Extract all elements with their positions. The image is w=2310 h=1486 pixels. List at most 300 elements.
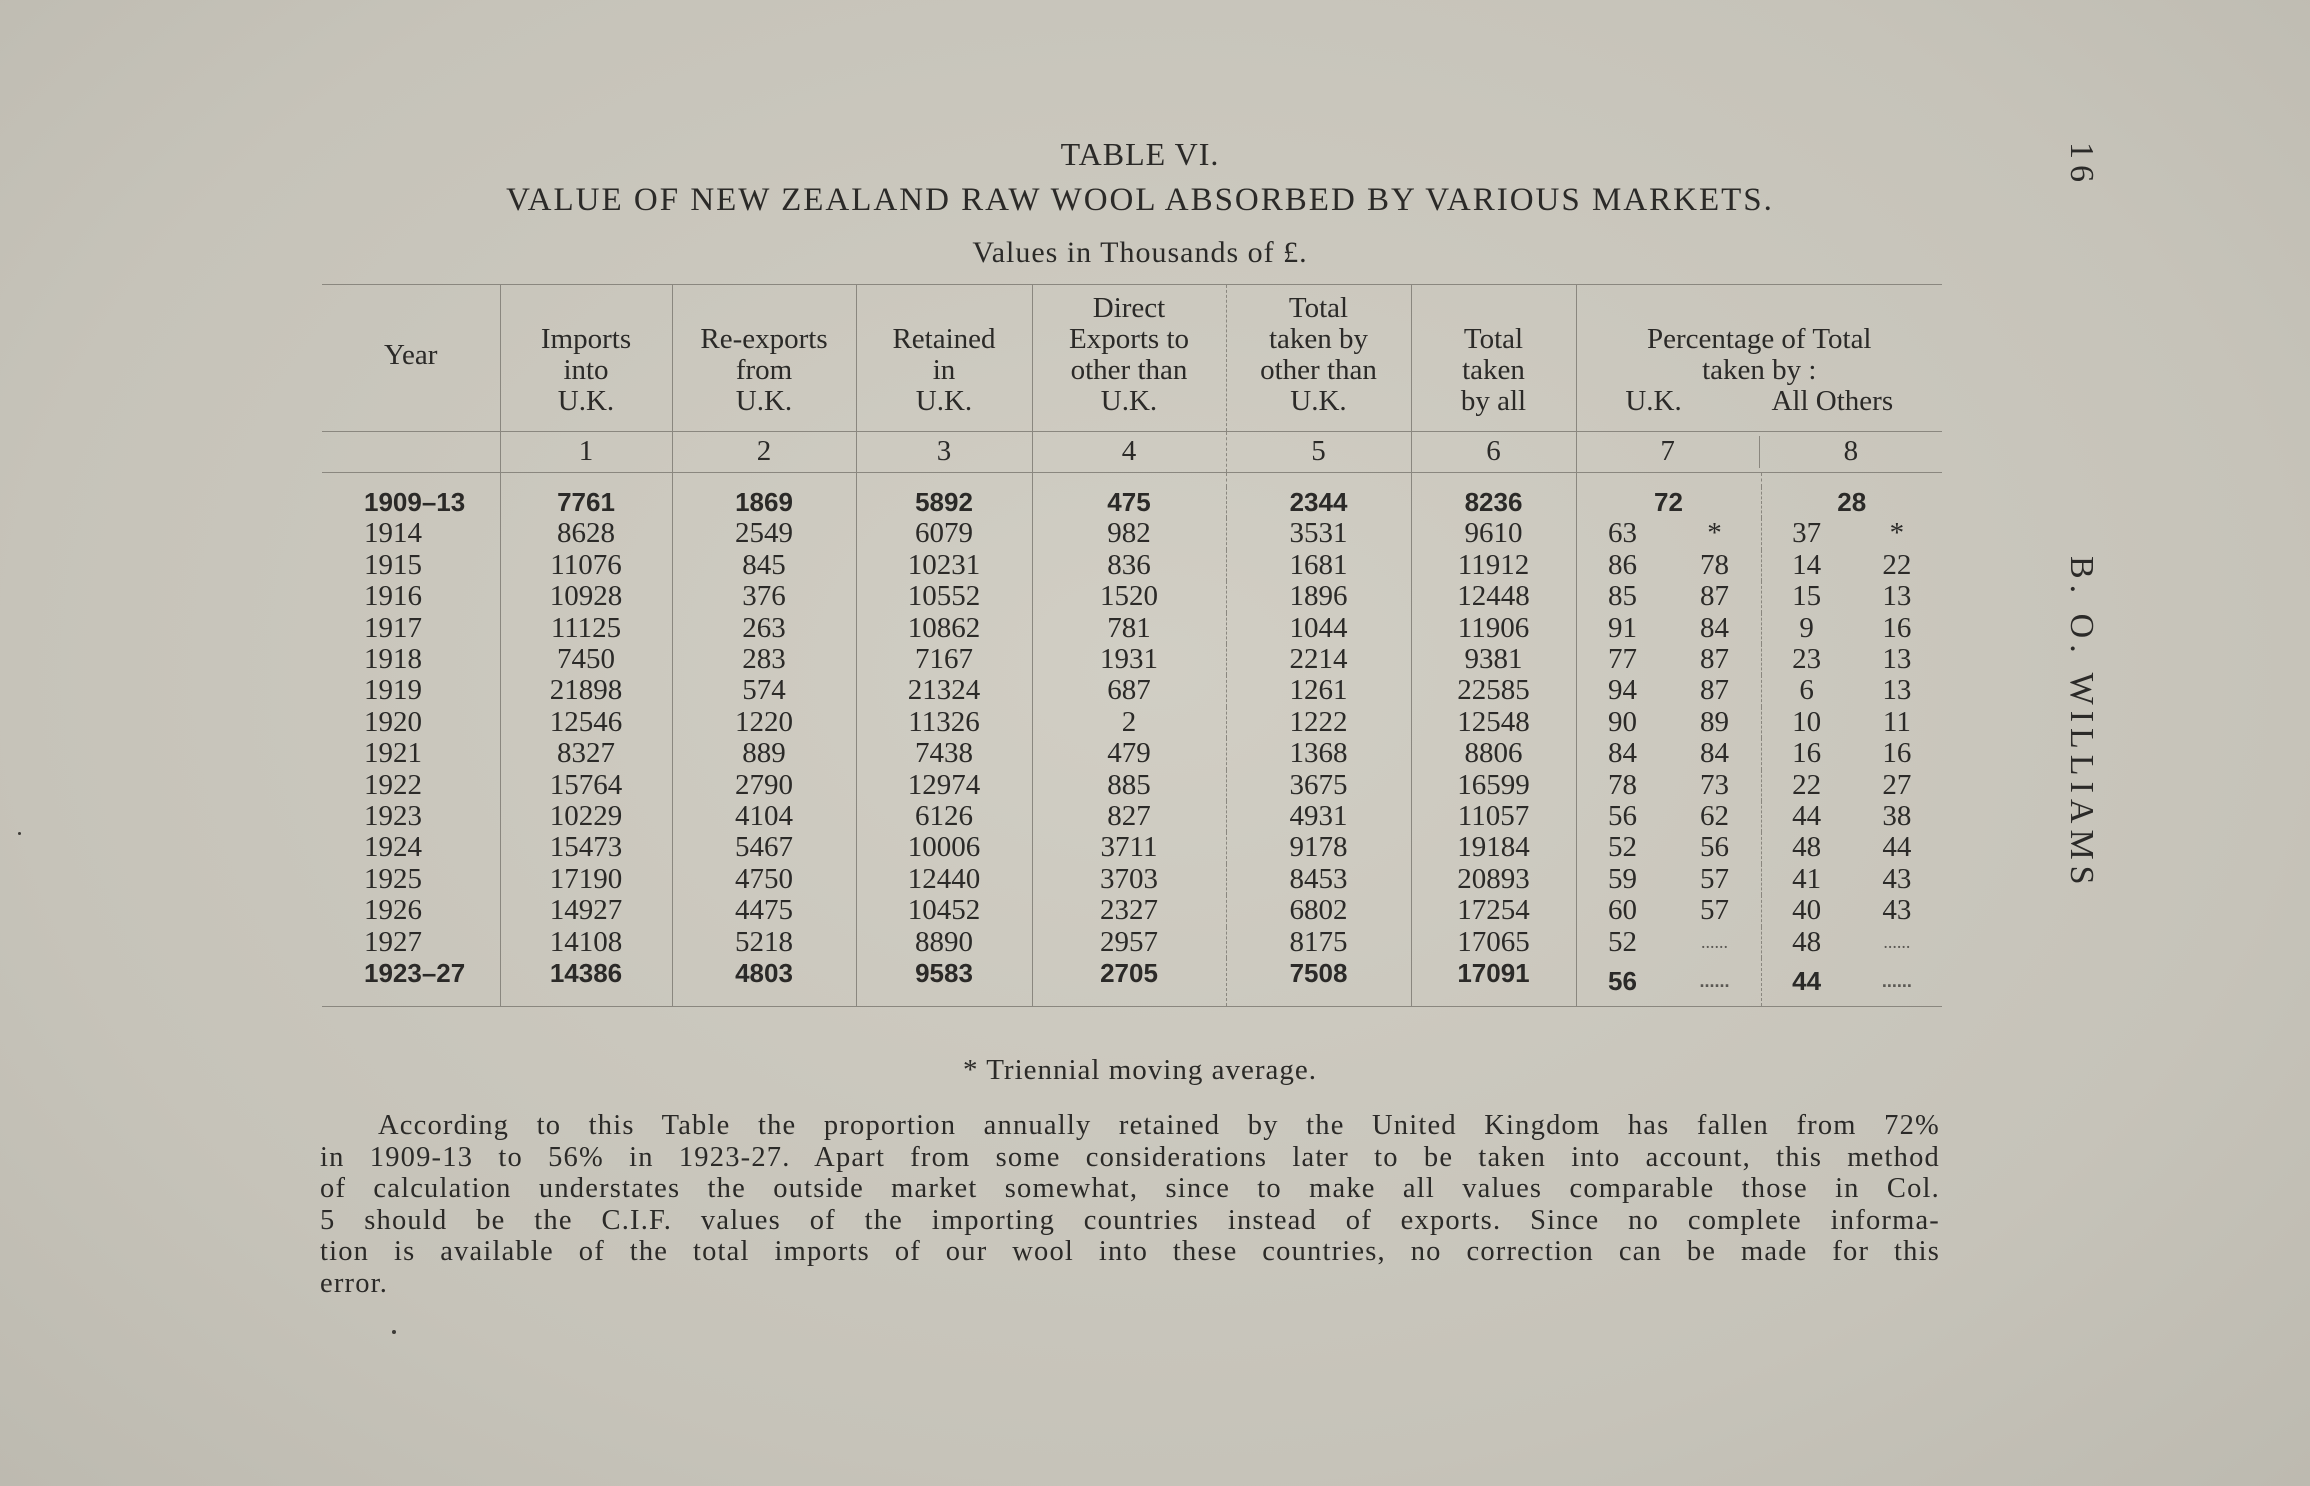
table-row [322,581,1942,612]
header-col3 [856,285,1032,432]
pct-pair [1577,966,1761,997]
cell-imports: 11125 [500,613,672,644]
cell-total-all: 17091 [1411,958,1576,1006]
pct-annual: 16 [1792,737,1822,770]
cell-direct-exports: 3703 [1032,864,1226,895]
cell-retained: 10452 [856,895,1032,926]
table-footnote: * Triennial moving average. [962,1054,1317,1086]
table-label: TABLE VI. [1060,136,1220,172]
cell-year: 1923–27 [322,958,500,1006]
cell-year: 1918 [364,643,422,676]
spacer-row [322,473,1942,488]
pct-pair [1577,832,1761,863]
cell-pct-uk [1576,958,1761,1006]
pct-pair [1762,613,1943,644]
header-col1-line: Imports [540,323,632,355]
table-row [322,864,1942,895]
cell-year: 1924 [364,831,422,864]
pct-moving-average: 43 [1882,894,1912,927]
pct-moving-average: 44 [1882,831,1912,864]
cell-direct-exports: 687 [1032,675,1226,706]
cell-pct-others [1761,518,1942,549]
paragraph-line: in 1909-13 to 56% in 1923-27. Apart from some considerations later to be taken into account, this method [320,1141,1940,1173]
pct-moving-average: 89 [1700,705,1729,738]
pct-annual: 9 [1799,611,1814,644]
table-row [322,738,1942,769]
cell-total-other: 8453 [1226,864,1411,895]
pct-pair [1762,895,1943,926]
pct-annual: 28 [1837,487,1867,517]
cell-retained: 6079 [856,518,1032,549]
pct-pair [1577,675,1761,706]
paragraph-line: tion is available of the total imports of our wool into these countries, no correction can be made for this [320,1236,1940,1267]
cell-total-other: 1896 [1226,581,1411,612]
cell-reexports: 574 [672,675,856,706]
column-number: 6 [1411,432,1576,473]
pct-moving-average: 27 [1882,768,1912,801]
cell-total-other: 1044 [1226,613,1411,644]
pct-moving-average: 87 [1700,674,1729,707]
pct-annual: 78 [1608,768,1637,801]
cell-direct-exports: 3711 [1032,832,1226,863]
cell-pct-uk [1576,613,1761,644]
cell-pct-others [1761,832,1942,863]
pct-moving-average: 84 [1700,611,1729,644]
header-col2-line: Re-exports [700,323,828,355]
column-number: 5 [1226,432,1411,473]
cell-total-all: 17254 [1411,895,1576,926]
pct-pair [1762,770,1943,801]
header-col1-line: U.K. [557,385,615,417]
cell-reexports: 2549 [672,518,856,549]
cell-reexports: 5218 [672,927,856,958]
header-col3-line: in [932,354,956,386]
pct-pair [1577,864,1761,895]
header-col6 [1411,285,1576,432]
cell-imports: 7761 [500,487,672,518]
pct-pair [1577,613,1761,644]
pct-pair [1577,927,1761,958]
cell-direct-exports: 479 [1032,738,1226,769]
pct-annual: 48 [1792,925,1822,958]
pct-moving-average: 87 [1700,580,1729,613]
pct-pair [1762,487,1943,518]
cell-pct-uk [1576,801,1761,832]
cell-pct-others [1761,770,1942,801]
cell-year: 1920 [364,705,422,738]
cell-pct-uk [1576,927,1761,958]
pct-moving-average: 11 [1882,705,1911,738]
cell-reexports: 5467 [672,832,856,863]
cell-pct-uk [1576,675,1761,706]
pct-pair [1577,581,1761,612]
column-number: 4 [1032,432,1226,473]
cell-total-other: 2344 [1226,487,1411,518]
cell-direct-exports: 885 [1032,770,1226,801]
cell-imports: 12546 [500,707,672,738]
cell-year: 1927 [364,925,422,958]
pct-annual: 37 [1792,517,1822,550]
pct-moving-average: 57 [1700,862,1729,895]
cell-total-other: 7508 [1226,958,1411,1006]
column-number-pair [1576,432,1942,473]
cell-reexports: 845 [672,550,856,581]
paragraph-line: 5 should be the C.I.F. values of the importing countries instead of exports. Since no complete informa- [320,1204,1940,1236]
header-col4-line: other than [1070,354,1188,386]
column-number: 7 [1660,435,1675,468]
cell-year: 1916 [364,580,422,613]
cell-total-other: 8175 [1226,927,1411,958]
header-year: Year [322,285,500,432]
pct-moving-average: 87 [1700,643,1729,676]
cell-total-other: 3675 [1226,770,1411,801]
pct-moving-average: 78 [1700,548,1729,581]
header-col5-line: U.K. [1290,385,1347,417]
cell-total-other: 1222 [1226,707,1411,738]
cell-retained: 12974 [856,770,1032,801]
cell-total-all: 8236 [1411,487,1576,518]
table-body [322,487,1942,1006]
cell-total-all: 22585 [1411,675,1576,706]
cell-reexports: 1220 [672,707,856,738]
body-paragraph [320,1110,1940,1299]
pct-pair [1577,707,1761,738]
cell-year: 1909–13 [364,487,466,517]
pct-annual: 85 [1608,580,1637,613]
cell-total-all: 11057 [1411,801,1576,832]
pct-moving-average: 13 [1882,580,1912,613]
pct-annual: 60 [1608,894,1637,927]
pct-pair [1762,832,1943,863]
cell-pct-uk [1576,644,1761,675]
cell-retained: 10231 [856,550,1032,581]
header-col2-line: U.K. [735,385,793,417]
cell-retained: 10006 [856,832,1032,863]
pct-annual: 56 [1608,966,1637,997]
paper-speck [392,1330,396,1334]
paper-speck [18,832,21,835]
cell-pct-others [1761,864,1942,895]
cell-direct-exports: 982 [1032,518,1226,549]
cell-total-other: 2214 [1226,644,1411,675]
pct-annual: 84 [1608,737,1637,770]
cell-direct-exports: 2327 [1032,895,1226,926]
header-percentage-sub [1581,386,1939,417]
pct-annual: 59 [1608,862,1637,895]
paragraph-line: of calculation understates the outside market somewhat, since to make all values comparable those in Col. [320,1173,1940,1204]
header-percentage-line: Percentage of Total [1646,323,1872,355]
pct-pair [1577,518,1761,549]
header-percentage-line: taken by : [1702,354,1817,386]
table-row [322,927,1942,958]
cell-pct-others [1761,895,1942,926]
cell-pct-uk [1576,550,1761,581]
cell-reexports: 1869 [672,487,856,518]
cell-direct-exports: 827 [1032,801,1226,832]
pct-pair [1762,707,1943,738]
pct-pair [1577,738,1761,769]
pct-pair [1577,487,1761,518]
pct-pair [1762,966,1943,997]
column-number-pair-inner [1577,436,1943,467]
pct-moving-average: ...... [1881,971,1912,992]
pct-annual: 10 [1792,705,1822,738]
table-row [322,675,1942,706]
cell-retained: 7167 [856,644,1032,675]
pct-annual: 56 [1608,800,1637,833]
cell-direct-exports: 2705 [1032,958,1226,1006]
header-col5 [1226,285,1411,432]
column-number: 1 [500,432,672,473]
pct-pair [1762,927,1943,958]
cell-direct-exports: 781 [1032,613,1226,644]
pct-moving-average: 84 [1700,737,1729,770]
pct-annual: 22 [1792,768,1822,801]
pct-moving-average: ...... [1883,931,1911,952]
pct-annual: 23 [1792,643,1822,676]
cell-direct-exports: 1520 [1032,581,1226,612]
pct-annual: 6 [1799,674,1814,707]
cell-imports: 15764 [500,770,672,801]
cell-total-other: 4931 [1226,801,1411,832]
cell-total-all: 12448 [1411,581,1576,612]
cell-total-all: 12548 [1411,707,1576,738]
cell-year: 1923 [364,800,422,833]
cell-reexports: 4104 [672,801,856,832]
table-row [322,518,1942,549]
pct-annual: 91 [1608,611,1637,644]
cell-total-all: 19184 [1411,832,1576,863]
pct-annual: 48 [1792,831,1822,864]
pct-annual: 52 [1608,831,1637,864]
pct-pair [1762,864,1943,895]
cell-pct-others [1761,581,1942,612]
cell-retained: 5892 [856,487,1032,518]
header-col3-line: Retained [892,323,996,355]
pct-moving-average: 62 [1700,800,1729,833]
pct-pair [1577,550,1761,581]
cell-pct-others [1761,675,1942,706]
cell-imports: 8327 [500,738,672,769]
cell-pct-others [1761,613,1942,644]
header-col4-line: Exports to [1068,323,1190,355]
cell-imports: 14927 [500,895,672,926]
cell-imports: 14386 [500,958,672,1006]
pct-moving-average: 16 [1882,611,1912,644]
pct-moving-average: 43 [1882,862,1912,895]
cell-imports: 15473 [500,832,672,863]
cell-retained: 12440 [856,864,1032,895]
cell-total-other: 1368 [1226,738,1411,769]
table-row [322,895,1942,926]
column-number: 3 [856,432,1032,473]
cell-pct-others [1761,801,1942,832]
cell-total-other: 6802 [1226,895,1411,926]
column-number: 2 [672,432,856,473]
header-col8: All Others [1771,385,1894,417]
cell-total-all: 8806 [1411,738,1576,769]
pct-pair [1577,644,1761,675]
pct-moving-average: 13 [1882,674,1912,707]
pct-pair [1762,518,1943,549]
cell-total-other: 3531 [1226,518,1411,549]
cell-reexports: 4475 [672,895,856,926]
cell-reexports: 4750 [672,864,856,895]
pct-annual: 41 [1792,862,1822,895]
header-col4 [1032,285,1226,432]
cell-imports: 10928 [500,581,672,612]
cell-imports: 8628 [500,518,672,549]
cell-total-all: 9381 [1411,644,1576,675]
header-col7: U.K. [1625,385,1682,417]
cell-total-all: 9610 [1411,518,1576,549]
header-col4-line: U.K. [1100,385,1158,417]
cell-year: 1914 [364,517,422,550]
pct-annual: 52 [1608,925,1637,958]
cell-pct-uk [1576,518,1761,549]
pct-moving-average: * [1707,517,1722,550]
cell-direct-exports: 2957 [1032,927,1226,958]
cell-total-all: 17065 [1411,927,1576,958]
cell-pct-others [1761,958,1942,1006]
cell-retained: 7438 [856,738,1032,769]
pct-moving-average: * [1889,517,1905,550]
cell-pct-uk [1576,770,1761,801]
cell-pct-others [1761,644,1942,675]
pct-annual: 63 [1608,517,1637,550]
cell-pct-others [1761,707,1942,738]
cell-total-all: 16599 [1411,770,1576,801]
cell-retained: 6126 [856,801,1032,832]
cell-total-all: 20893 [1411,864,1576,895]
table-title: VALUE OF NEW ZEALAND RAW WOOL ABSORBED BY VARIOUS MARKETS. [506,182,1774,218]
cell-direct-exports: 836 [1032,550,1226,581]
pct-pair [1762,581,1943,612]
pct-moving-average: 22 [1882,548,1912,581]
pct-annual: 15 [1792,580,1822,613]
table-row [322,801,1942,832]
cell-pct-uk [1576,581,1761,612]
cell-total-other: 1261 [1226,675,1411,706]
pct-pair [1762,675,1943,706]
header-col5-line: other than [1260,354,1377,386]
header-col2 [672,285,856,432]
cell-pct-others [1761,927,1942,958]
table-row [322,644,1942,675]
column-number-row [322,432,1942,473]
cell-retained: 8890 [856,927,1032,958]
pct-moving-average: 13 [1882,643,1912,676]
cell-pct-uk [1576,487,1761,518]
pct-moving-average: 56 [1700,831,1729,864]
cell-pct-uk [1576,864,1761,895]
cell-imports: 7450 [500,644,672,675]
cell-retained: 10552 [856,581,1032,612]
cell-total-all: 11912 [1411,550,1576,581]
wool-markets-table [322,284,1942,1007]
cell-year: 1922 [364,768,422,801]
cell-pct-uk [1576,738,1761,769]
cell-direct-exports: 475 [1032,487,1226,518]
cell-year: 1915 [364,548,422,581]
header-col3-line: U.K. [915,385,973,417]
header-col2-line: from [735,354,793,386]
header-col6-line: taken [1462,354,1525,386]
pct-moving-average: ...... [1701,931,1728,952]
table-row [322,550,1942,581]
cell-reexports: 4803 [672,958,856,1006]
pct-annual: 90 [1608,705,1637,738]
pct-annual: 14 [1792,548,1822,581]
cell-total-other: 9178 [1226,832,1411,863]
header-col6-line: Total [1463,323,1524,355]
cell-year: 1917 [364,611,422,644]
header-row [322,285,1942,432]
cell-pct-uk [1576,707,1761,738]
cell-imports: 14108 [500,927,672,958]
cell-pct-others [1761,550,1942,581]
table-row [322,487,1942,518]
cell-direct-exports: 1931 [1032,644,1226,675]
cell-direct-exports: 2 [1032,707,1226,738]
pct-annual: 44 [1792,800,1822,833]
pct-moving-average: 73 [1700,768,1729,801]
cell-imports: 21898 [500,675,672,706]
pct-annual: 72 [1654,487,1683,517]
header-col1 [500,285,672,432]
cell-reexports: 263 [672,613,856,644]
pct-moving-average: ...... [1699,971,1730,992]
pct-pair [1577,770,1761,801]
cell-retained: 21324 [856,675,1032,706]
cell-pct-uk [1576,832,1761,863]
cell-total-other: 1681 [1226,550,1411,581]
header-col5-line: taken by [1268,323,1369,355]
pct-pair [1577,801,1761,832]
pct-pair [1762,644,1943,675]
cell-retained: 10862 [856,613,1032,644]
table-subtitle: Values in Thousands of £. [972,236,1308,269]
pct-moving-average: 57 [1700,894,1729,927]
table-row [322,958,1942,1006]
cell-year: 1921 [364,737,422,770]
cell-retained: 11326 [856,707,1032,738]
cell-total-all: 11906 [1411,613,1576,644]
cell-year: 1926 [364,894,422,927]
table-row [322,707,1942,738]
pct-moving-average: 16 [1882,737,1912,770]
header-col1-line: into [563,354,609,386]
pct-moving-average: 38 [1882,800,1912,833]
pct-annual: 86 [1608,548,1637,581]
cell-retained: 9583 [856,958,1032,1006]
pct-annual: 40 [1792,894,1822,927]
header-col5-line: Total [1288,292,1349,324]
column-number-blank [322,432,500,473]
column-number: 8 [1759,436,1942,467]
page-number: 16 [2063,142,2100,188]
pct-pair [1762,801,1943,832]
cell-imports: 10229 [500,801,672,832]
table-row [322,832,1942,863]
table-row [322,770,1942,801]
cell-pct-others [1761,738,1942,769]
cell-reexports: 889 [672,738,856,769]
cell-reexports: 376 [672,581,856,612]
paragraph-line: error. [320,1267,389,1299]
cell-reexports: 283 [672,644,856,675]
cell-pct-others [1761,487,1942,518]
